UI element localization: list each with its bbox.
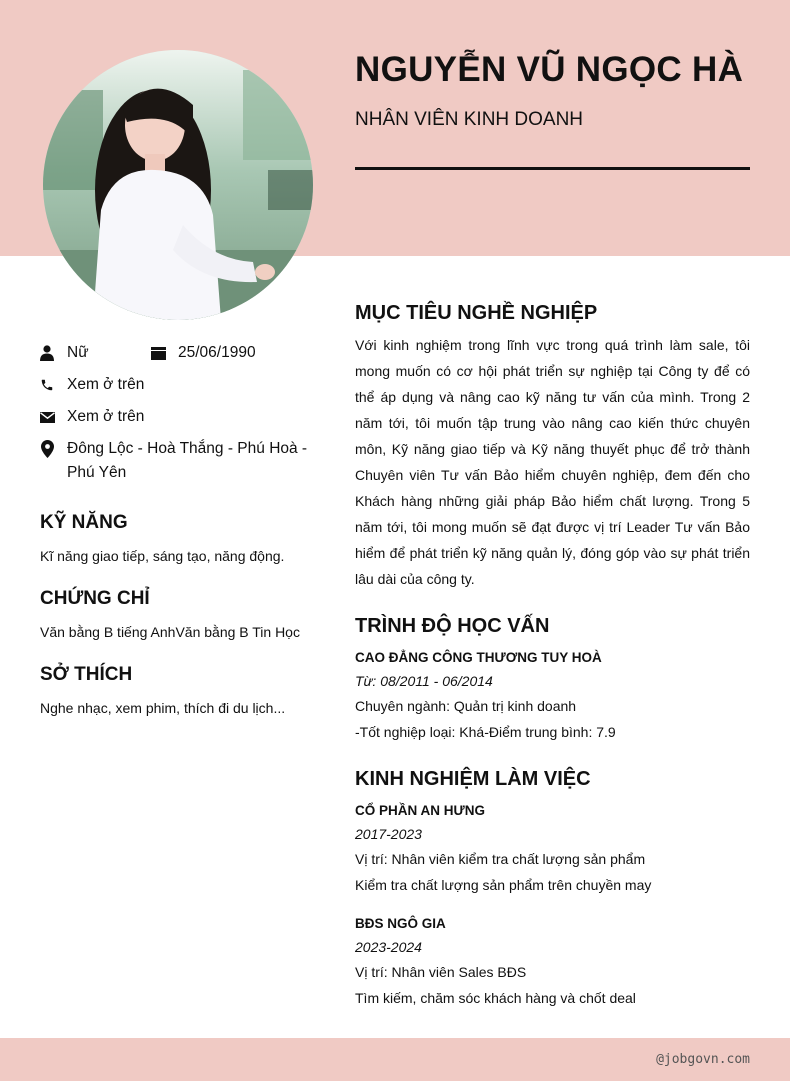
user-icon xyxy=(38,341,56,365)
address-line-2: Phú Yên xyxy=(67,464,127,481)
location-pin-icon xyxy=(38,437,56,461)
hobbies-heading: SỞ THÍCH xyxy=(40,664,133,685)
job-position: Vị trí: Nhân viên kiểm tra chất lượng sản phẩm xyxy=(355,851,646,867)
gender-row xyxy=(38,341,89,365)
skills-text: Kĩ năng giao tiếp, sáng tạo, năng động. xyxy=(40,548,285,564)
education-school: CAO ĐẲNG CÔNG THƯƠNG TUY HOÀ xyxy=(355,650,602,665)
footer-watermark: @jobgovn.com xyxy=(656,1052,750,1067)
phone-value: Xem ở trên xyxy=(67,376,145,393)
email-row xyxy=(38,405,144,429)
job-description: Kiểm tra chất lượng sản phẩm trên chuyền may xyxy=(355,877,652,893)
education-heading: TRÌNH ĐỘ HỌC VẤN xyxy=(355,615,550,637)
job-position: Vị trí: Nhân viên Sales BĐS xyxy=(355,964,527,980)
candidate-name: NGUYỄN VŨ NGỌC HÀ xyxy=(355,50,744,89)
job-description: Tìm kiếm, chăm sóc khách hàng và chốt deal xyxy=(355,990,636,1006)
certificates-heading: CHỨNG CHỈ xyxy=(40,588,150,609)
candidate-title: NHÂN VIÊN KINH DOANH xyxy=(355,109,584,130)
education-grade: -Tốt nghiệp loại: Khá-Điểm trung bình: 7.9 xyxy=(355,724,616,740)
job-period: 2017-2023 xyxy=(355,826,422,842)
email-icon xyxy=(38,405,56,429)
education-major: Chuyên ngành: Quản trị kinh doanh xyxy=(355,698,577,714)
phone-icon xyxy=(38,373,56,397)
address-line-1: Đông Lộc - Hoà Thắng - Phú Hoà - xyxy=(67,440,308,457)
birthday-value: 25/06/1990 xyxy=(178,344,256,361)
objective-heading: MỤC TIÊU NGHỀ NGHIỆP xyxy=(355,302,598,324)
title-divider xyxy=(355,167,750,170)
email-value: Xem ở trên xyxy=(67,408,145,425)
gender-value: Nữ xyxy=(67,344,89,361)
address-row xyxy=(38,437,307,485)
job-company: BĐS NGÔ GIA xyxy=(355,916,446,931)
education-period: Từ: 08/2011 - 06/2014 xyxy=(355,673,493,689)
job-company: CỔ PHẦN AN HƯNG xyxy=(355,803,485,818)
objective-text: Với kinh nghiệm trong lĩnh vực trong quá trình làm sale, tôi mong muốn có cơ hội phát triển sự nghiệp tại Công ty để có thể áp dụng và nâng cao kỹ năng tư vấn của mình. Trong 2 năm tới, tôi muốn tập trung vào nâng cao kiến thức chuyên môn, Kỹ năng giao tiếp và Kỹ năng thuyết phục để trở thành Chuyên viên Tư vấn Bảo hiểm chuyên nghiệp, đem đến cho Khách hàng những giải pháp Bảo hiểm chất lượng. Trong 5 năm tới, tôi mong muốn sẽ đạt được vị trí Leader Tư vấn Bảo hiểm để phát triển kỹ năng quản lý, đóng góp vào sự phát triển lâu dài của công ty. xyxy=(355,337,750,587)
experience-heading: KINH NGHIỆM LÀM VIỆC xyxy=(355,768,591,790)
birthday-row xyxy=(149,341,256,365)
phone-row xyxy=(38,373,144,397)
profile-photo xyxy=(43,50,313,320)
hobbies-text: Nghe nhạc, xem phim, thích đi du lịch... xyxy=(40,700,286,716)
calendar-icon xyxy=(149,341,167,365)
job-period: 2023-2024 xyxy=(355,939,422,955)
skills-heading: KỸ NĂNG xyxy=(40,512,128,533)
certificates-text: Văn bằng B tiếng AnhVăn bằng B Tin Học xyxy=(40,624,300,640)
